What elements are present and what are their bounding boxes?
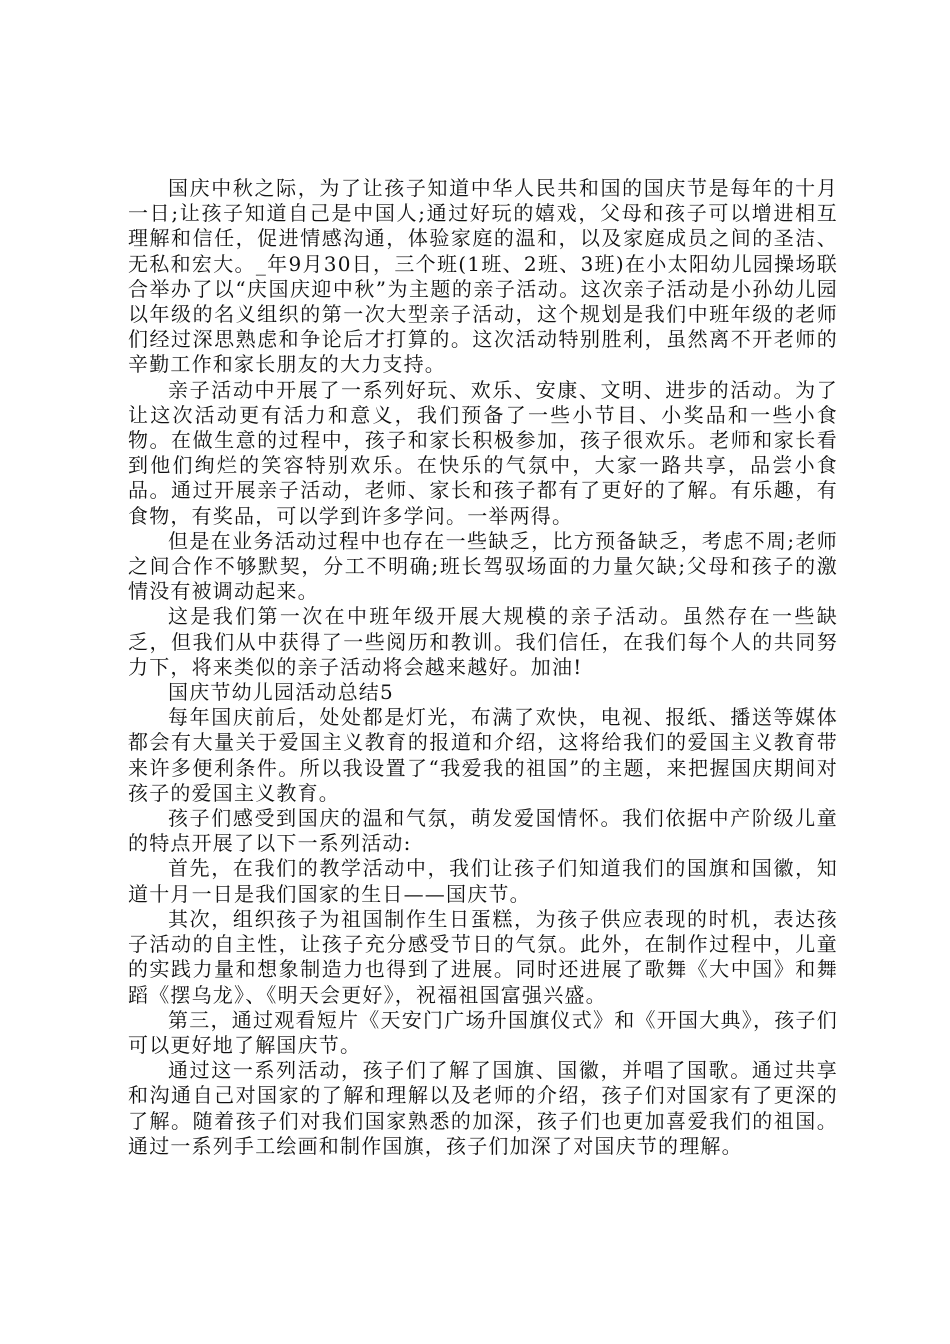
paragraph-summary: 通过这一系列活动，孩子们了解了国旗、国徽，并唱了国歌。通过共享和沟通自己对国家的了解和理解以及老师的介绍，孩子们对国家有了更深的了解。随着孩子们对我们国家熟悉的加深，孩子们也更加喜爱我们的祖国。通过一系列手工绘画和制作国旗，孩子们加深了对国庆节的理解。 <box>128 1058 838 1158</box>
paragraph-shortcomings: 但是在业务活动过程中也存在一些缺乏，比方预备缺乏，考虑不周;老师之间合作不够默契，分工不明确;班长驾驭场面的力量欠缺;父母和孩子的激情没有被调动起来。 <box>128 528 838 604</box>
paragraph-conclusion: 这是我们第一次在中班年级开展大规模的亲子活动。虽然存在一些缺乏，但我们从中获得了一些阅历和教训。我们信任，在我们每个人的共同努力下，将来类似的亲子活动将会越来越好。加油! <box>128 604 838 679</box>
paragraph-intro: 国庆中秋之际，为了让孩子知道中华人民共和国的国庆节是每年的十月一日;让孩子知道自己是中国人;通过好玩的嬉戏，父母和孩子可以增进相互理解和信任，促进情感沟通，体验家庭的温和，以及家庭成员之间的圣洁、无私和宏大。_年9月30日，三个班(1班、2班、3班)在小太阳幼儿园操场联合举办了以“庆国庆迎中秋”为主题的亲子活动。这次亲子活动是小孙幼儿园以年级的名义组织的第一次大型亲子活动，这个规划是我们中班年级的老师们经过深思熟虑和争论后才打算的。这次活动特别胜利，虽然离不开老师的辛勤工作和家长朋友的大力支持。 <box>128 176 838 377</box>
paragraph-atmosphere: 孩子们感受到国庆的温和气氛，萌发爱国情怀。我们依据中产阶级儿童的特点开展了以下一系列活动: <box>128 806 838 856</box>
paragraph-activities: 亲子活动中开展了一系列好玩、欢乐、安康、文明、进步的活动。为了让这次活动更有活力和意义，我们预备了一些小节目、小奖品和一些小食物。在做生意的过程中，孩子和家长积极参加，孩子很欢乐。老师和家长看到他们绚烂的笑容特别欢乐。在快乐的气氛中，大家一路共享，品尝小食品。通过开展亲子活动，老师、家长和孩子都有了更好的了解。有乐趣，有食物，有奖品，可以学到许多学问。一举两得。 <box>128 377 838 528</box>
paragraph-theme: 每年国庆前后，处处都是灯光，布满了欢快，电视、报纸、播送等媒体都会有大量关于爱国主义教育的报道和介绍，这将给我们的爱国主义教育带来许多便利条件。所以我设置了“我爱我的祖国”的主题，来把握国庆期间对孩子的爱国主义教育。 <box>128 705 838 805</box>
paragraph-first: 首先，在我们的教学活动中，我们让孩子们知道我们的国旗和国徽，知道十月一日是我们国家的生日——国庆节。 <box>128 856 838 906</box>
document-body <box>128 176 838 1159</box>
section-heading: 国庆节幼儿园活动总结5 <box>168 680 394 705</box>
paragraph-second: 其次，组织孩子为祖国制作生日蛋糕，为孩子供应表现的时机，表达孩子活动的自主性，让孩子充分感受节日的气氛。此外，在制作过程中，儿童的实践力量和想象制造力也得到了进展。同时还进展了歌舞《大中国》和舞蹈《摆乌龙》、《明天会更好》，祝福祖国富强兴盛。 <box>128 906 838 1007</box>
paragraph-third: 第三，通过观看短片《天安门广场升国旗仪式》和《开国大典》，孩子们可以更好地了解国庆节。 <box>128 1007 838 1057</box>
